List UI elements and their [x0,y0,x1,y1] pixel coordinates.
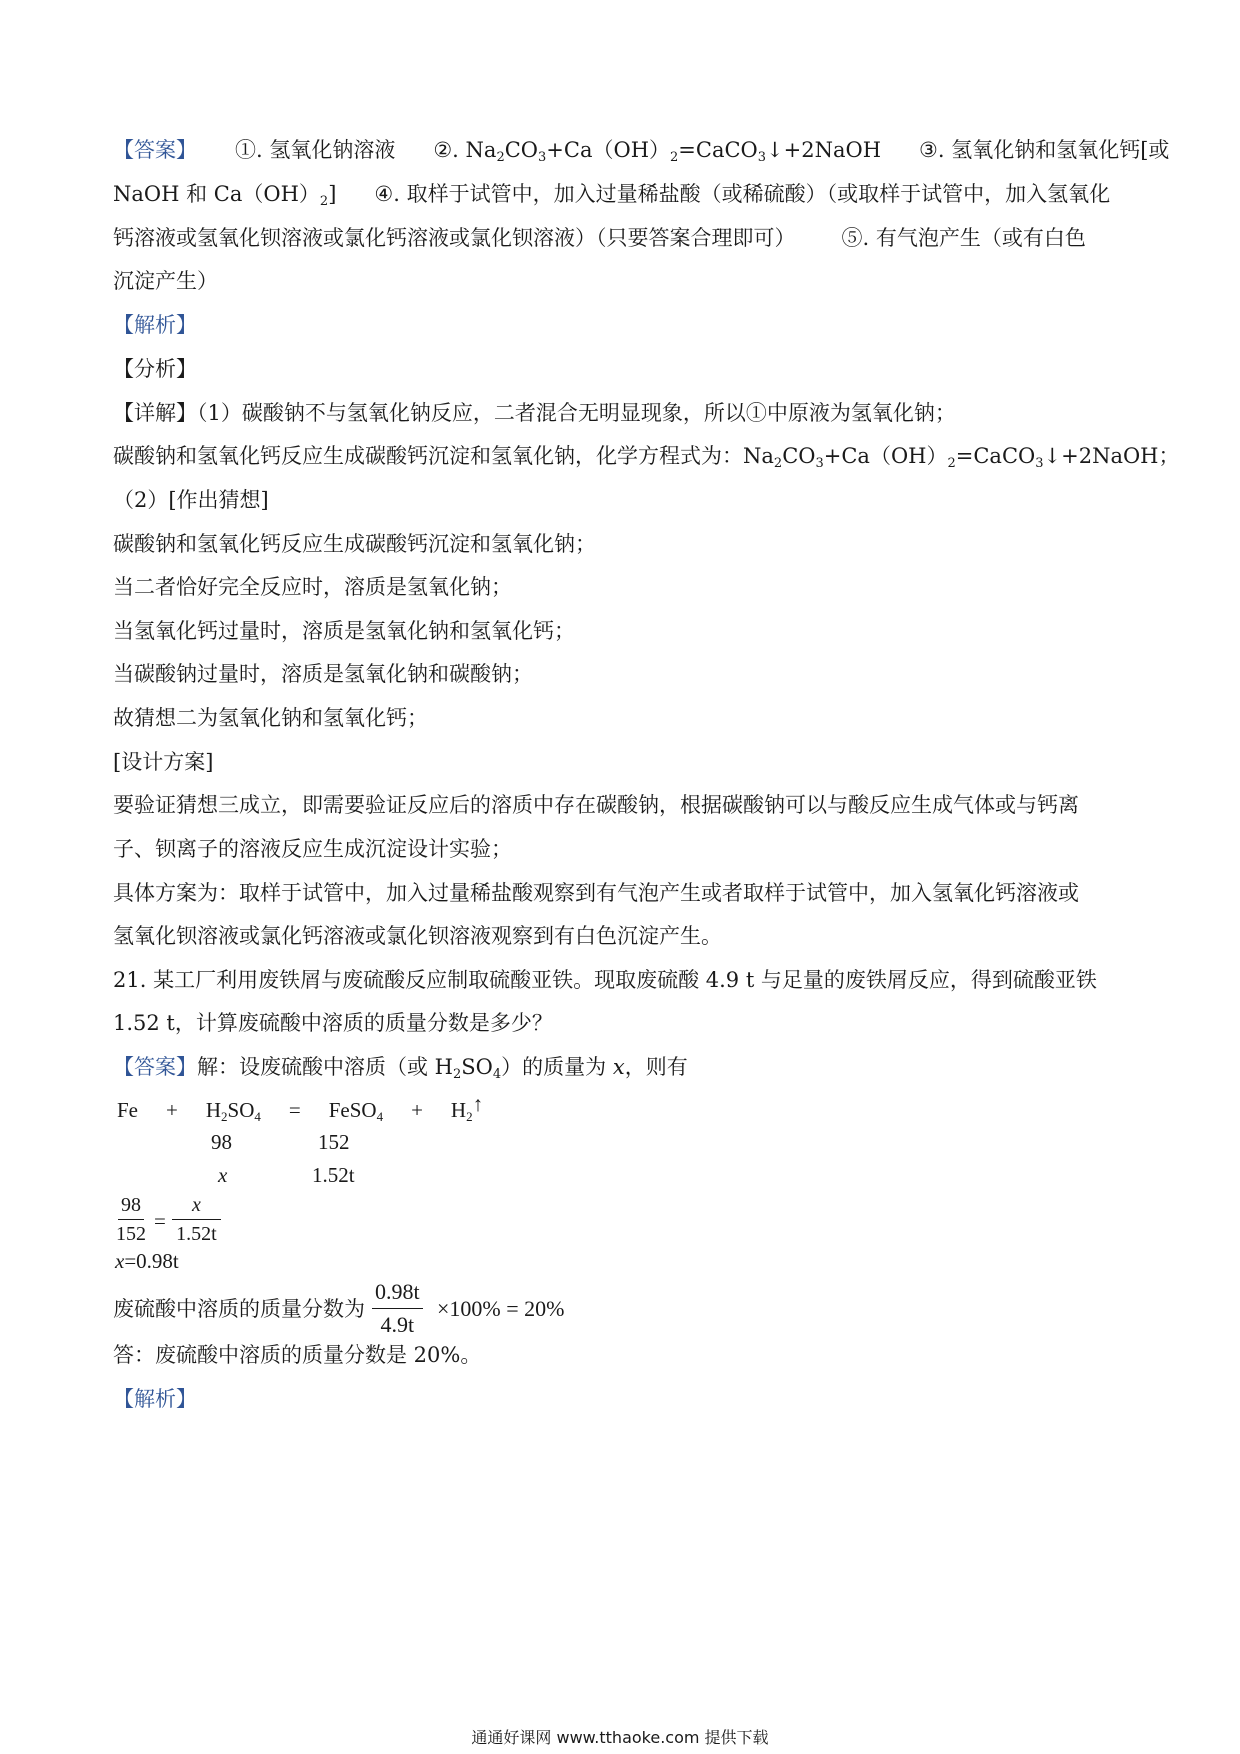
detail-line-7: 当碳酸钠过量时，溶质是氢氧化钠和碳酸钠； [113,662,533,686]
eq-mass-given: 1.52t [312,1163,355,1187]
answer-tag: 【答案】 [113,138,197,162]
detail-line-5: 当二者恰好完全反应时，溶质是氢氧化钠； [113,575,512,599]
q21-jiexi-heading: 【解析】 [113,1387,197,1411]
question-21-answer-line: 【答案】解：设废硫酸中溶质（或 $H_2SO_4$）的质量为 x，则有 [113,1055,688,1082]
detail-line-4: 碳酸钠和氢氧化钙反应生成碳酸钙沉淀和氢氧化钠； [113,532,596,556]
answer-item-2: ②. $Na_2CO_3+Ca(OH)_2=CaCO_3↓+2NaOH$ [433,138,882,165]
detail-line-13: 氢氧化钡溶液或氯化钙溶液或氯化钡溶液观察到有白色沉淀产生。 [113,924,722,948]
eq-x: x [218,1163,228,1187]
mass-fraction-label: 废硫酸中溶质的质量分数为 [113,1297,365,1321]
answer-line-4: 沉淀产生） [113,269,218,293]
answer-item-3: ③. 氢氧化钠和氢氧化钙[或 [919,138,1170,162]
fenxi-heading: 【分析】 [113,357,197,381]
mass-fraction-result: ×100% = 20% [437,1296,565,1321]
detail-tag: 【详解】 [113,401,197,425]
detail-line-6: 当氢氧化钙过量时，溶质是氢氧化钠和氢氧化钙； [113,619,575,643]
eq-feso4: FeSO$_4$ [328,1098,384,1124]
eq-h2: $H_2$ [450,1098,473,1124]
eq-mass-h2so4: 98 [211,1130,232,1154]
question-21-line-2: 1.52 t，计算废硫酸中溶质的质量分数是多少？ [113,1011,553,1035]
question-21-line-1: 21. 某工厂利用废铁屑与废硫酸反应制取硫酸亚铁。现取废硫酸 4.9 t 与足量的废铁屑反应，得到硫酸亚铁 [113,968,1097,992]
result-x: x=0.98t [115,1249,179,1273]
eq-up-arrow: ↑ [472,1092,484,1116]
eq-mass-feso4: 152 [318,1130,350,1154]
answer-line-2: NaOH 和 $Ca(OH)_2$] ④. 取样于试管中，加入过量稀盐酸（或稀硫酸）（或取样于试管中，加入氢氧化 [113,182,1111,209]
detail-line-1: 【详解】（1）碳酸钠不与氢氧化钠反应，二者混合无明显现象，所以①中原液为氢氧化钠； [113,401,956,425]
answer-line-1 [113,135,1170,165]
q21-answer-tag: 【答案】 [113,1055,197,1079]
footer-watermark: 通通好课网 www.tthaoke.com 提供下载 [471,1728,769,1747]
eq-h2so4: $H_2SO_4$ [205,1098,261,1124]
detail-line-9: [设计方案] [113,750,214,774]
detail-line-12: 具体方案为：取样于试管中，加入过量稀盐酸观察到有气泡产生或者取样于试管中，加入氢氧化钙溶液或 [113,881,1079,905]
ratio-fraction-2: $\frac{x}{1.52t}$ [172,1192,221,1247]
eq-fe: Fe [117,1098,138,1122]
jiexi-heading: 【解析】 [113,313,197,337]
detail-line-11: 子、钡离子的溶液反应生成沉淀设计实验； [113,837,512,861]
chemical-equation: $Fe + H_2SO_4$ = FeSO$_4$ + $H_2↑$ [117,1092,484,1124]
answer-item-5: ⑤. 有气泡产生（或有白色 [841,226,1086,250]
ratio-equals: = [154,1209,166,1233]
detail-line-3: （2）[作出猜想] [113,488,269,512]
answer-item-1: ①. 氢氧化钠溶液 [235,138,396,162]
answer-line-3: 钙溶液或氢氧化钡溶液或氯化钙溶液或氯化钡溶液）（只要答案合理即可） ⑤. 有气泡产生（或有白色 [113,226,1086,250]
detail-line-2: 碳酸钠和氢氧化钙反应生成碳酸钙沉淀和氢氧化钠，化学方程式为：$Na_2CO_3+Ca(OH)_2=CaCO_3↓+2NaOH$； [113,444,1180,471]
conclusion: 答：废硫酸中溶质的质量分数是 20%。 [113,1343,482,1367]
answer-item-4: ④. 取样于试管中，加入过量稀盐酸（或稀硫酸）（或取样于试管中，加入氢氧化 [374,182,1111,206]
detail-line-10: 要验证猜想三成立，即需要验证反应后的溶质中存在碳酸钠，根据碳酸钠可以与酸反应生成气体或与钙离 [113,793,1079,817]
detail-line-8: 故猜想二为氢氧化钠和氢氧化钙； [113,706,428,730]
ratio-fraction-1: $\frac{98}{152}$ [116,1194,146,1245]
mass-fraction: $\frac{0.98t}{4.9t}$ [372,1277,423,1340]
